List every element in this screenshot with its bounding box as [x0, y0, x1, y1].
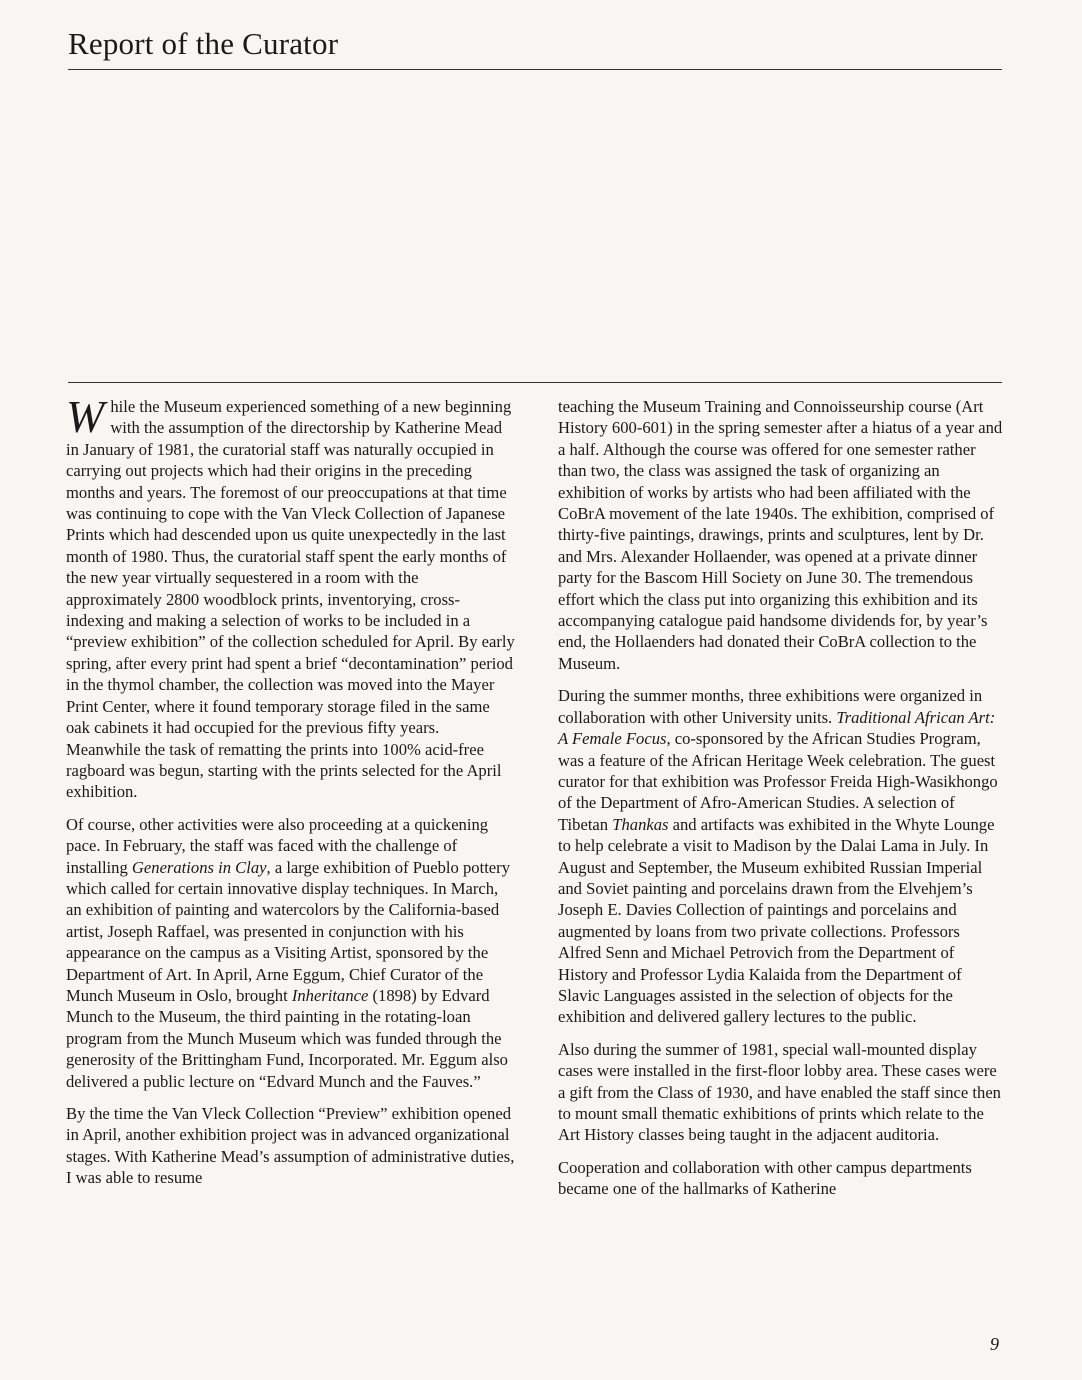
section-rule — [68, 382, 1002, 383]
paragraph-5-text-a: During the summer months, three exhibitions were organized in collaboration with other University units. — [558, 686, 983, 727]
paragraph-3: By the time the Van Vleck Collection “Preview” exhibition opened in April, another exhibition project was in advanced organizational stages. With Katherine Mead’s assumption of administrative duties, I was able to resume — [66, 1104, 515, 1188]
term-thankas: Thankas — [612, 814, 669, 834]
paragraph-5-text-c: and artifacts was exhibited in the Whyte Lounge to help celebrate a visit to Madison by the Dalai Lama in July. In August and September, the Museum exhibited Russian Imperial and Soviet painting and porcelains drawn from the Elvehjem’s Joseph E. Davies Collection of paintings and porcelains and augmented by loans from two private collections. Professors Alfred Senn and Michael Petrovich from the Department of History and Professor Lydia Kalaida from the Department of Slavic Languages assisted in the selection of objects for the exhibition and delivered gallery lectures to the public. — [558, 814, 995, 1027]
paragraph-1 — [66, 391, 516, 803]
page-number: 9 — [990, 1334, 999, 1354]
paragraph-4: teaching the Museum Training and Connoisseurship course (Art History 600-601) in the spring semester after a hiatus of a year and a half. Although the course was offered for one semester rather than two, the class was assigned the task of organizing an exhibition of works by artists who had been affiliated with the CoBrA movement of the late 1940s. The exhibition, comprised of thirty-five paintings, drawings, prints and sculptures, lent by Dr. and Mrs. Alexander Hollaender, was opened at a private dinner party for the Bascom Hill Society on June 30. The tremendous effort which the class put into organizing this exhibition and its accompanying catalogue paid handsome dividends for, by year’s end, the Hollaenders had donated their CoBrA collection to the Museum. — [558, 397, 1003, 673]
paragraph-6: Also during the summer of 1981, special wall-mounted display cases were installed in the first-floor lobby area. These cases were a gift from the Class of 1930, and have enabled the staff since then to mount small thematic exhibitions of prints which relate to the Art History classes being taught in the adjacent auditoria. — [558, 1039, 1001, 1145]
paragraph-7: Cooperation and collaboration with other campus departments became one of the hallmarks of Katherine — [558, 1157, 972, 1199]
left-column — [66, 391, 516, 1200]
right-column — [558, 396, 1006, 1211]
page-title: Report of the Curator — [68, 26, 339, 61]
paragraph-5-text-b: co-sponsored by the African Studies Program, was a feature of the African Heritage Week celebration. The guest curator for that exhibition was Professor Freida High-Wasikhongo of the Department of Afro-American Studies. A selection of Tibetan — [558, 729, 998, 834]
paragraph-1-text: hile the Museum experienced something of a new beginning with the assumption of the directorship by Katherine Mead in January of 1981, the curatorial staff was naturally occupied in carrying out projects which had their origins in the preceding months and years. The foremost of our preoccupations at that time was continuing to cope with the Van Vleck Collection of Japanese Prints which had descended upon us quite unexpectedly in the last month of 1980. Thus, the curatorial staff spent the early months of the new year virtually sequestered in a room with the approximately 2800 woodblock prints, inventorying, cross-indexing and making a selection of works to be included in a “preview exhibition” of the collection scheduled for April. By early spring, after every print had spent a brief “decontamination” period in the thymol chamber, the collection was moved into the Mayer Print Center, where it found temporary storage filed in the same oak cabinets it had occupied for the previous fifty years. Meanwhile the task of rematting the prints into 100% acid-free ragboard was begun, starting with the prints selected for the April exhibition. — [66, 397, 515, 802]
paragraph-5 — [558, 685, 1006, 1028]
paragraph-2-text-c: (1898) by Edvard Munch to the Museum, the third painting in the rotating-loan program from the Munch Museum which was funded through the generosity of the Brittingham Fund, Incorporated. Mr. Eggum also delivered a public lecture on “Edvard Munch and the Fauves.” — [66, 985, 508, 1091]
header-rule — [68, 69, 1002, 70]
paragraph-2-text-a: Of course, other activities were also proceeding at a quickening pace. In February, the staff was faced with the challenge of installing — [66, 814, 489, 877]
paragraph-2 — [66, 814, 516, 1092]
exhibition-title-generations-in-clay: Generations in Clay — [131, 857, 267, 877]
exhibition-title-traditional-african-art: Traditional African Art: A Female Focus, — [558, 707, 996, 749]
drop-cap: W — [66, 391, 105, 442]
paragraph-2-text-b: , a large exhibition of Pueblo pottery which called for certain innovative display techniques. In March, an exhibition of painting and watercolors by the California-based artist, Joseph Raffael, was presented in conjunction with his appearance on the campus as a Visiting Artist, sponsored by the Department of Art. In April, Arne Eggum, Chief Curator of the Munch Museum in Oslo, brought — [66, 857, 510, 1005]
painting-title-inheritance: Inheritance — [291, 985, 369, 1005]
